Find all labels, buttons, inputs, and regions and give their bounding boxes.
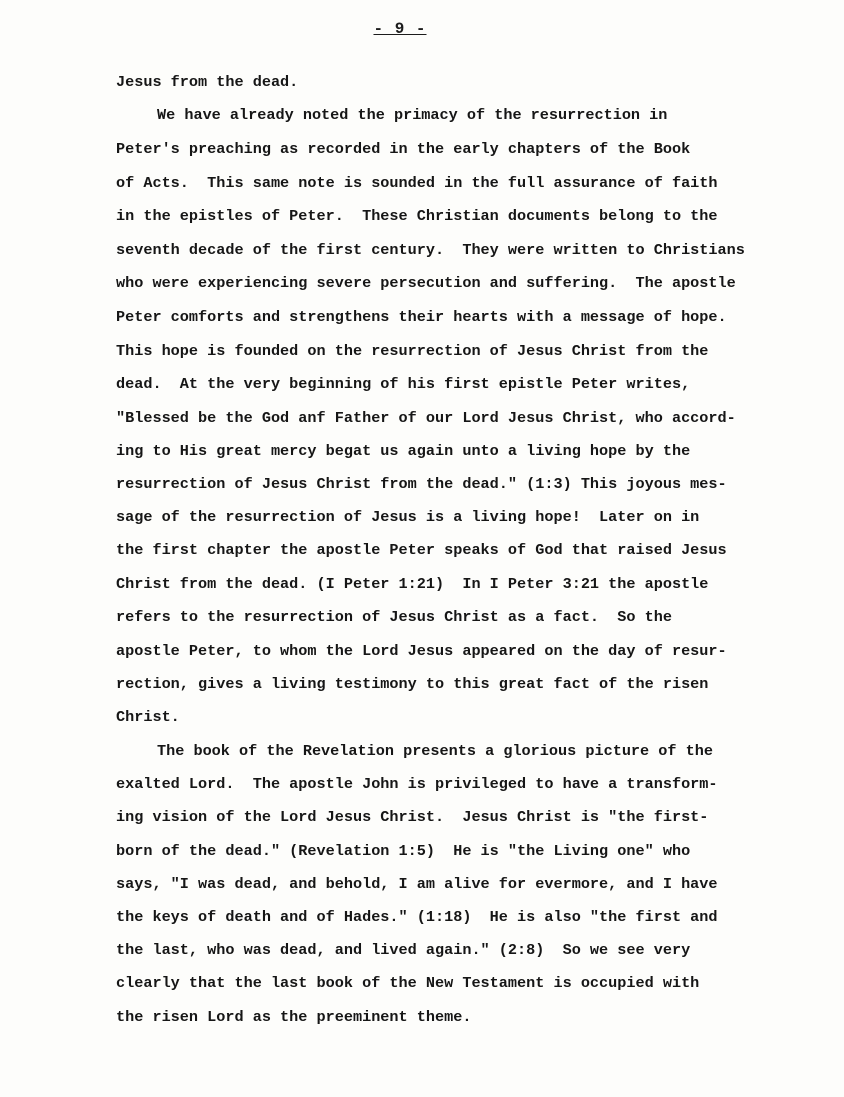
text-line: Christ from the dead. (I Peter 1:21) In I Peter 3:21 the apostle (116, 575, 709, 593)
text-line: sage of the resurrection of Jesus is a living hope! Later on in (116, 508, 700, 526)
text-line: in the epistles of Peter. These Christian documents belong to the (116, 207, 718, 225)
text-line: Jesus from the dead. (116, 73, 299, 91)
text-line: The book of the Revelation presents a glorious picture of the (157, 742, 713, 760)
text-line: who were experiencing severe persecution and suffering. The apostle (116, 274, 736, 292)
text-line: Christ. (116, 708, 180, 726)
text-line: clearly that the last book of the New Testament is occupied with (116, 974, 700, 992)
text-line: ing to His great mercy begat us again unto a living hope by the (116, 442, 691, 460)
text-line: ing vision of the Lord Jesus Christ. Jesus Christ is "the first- (116, 808, 709, 826)
text-line: This hope is founded on the resurrection of Jesus Christ from the (116, 342, 709, 360)
text-line: the first chapter the apostle Peter speaks of God that raised Jesus (116, 541, 727, 559)
text-line: refers to the resurrection of Jesus Christ as a fact. So the (116, 608, 672, 626)
text-line: seventh decade of the first century. They were written to Christians (116, 241, 745, 259)
text-line: We have already noted the primacy of the resurrection in (157, 106, 668, 124)
text-line: says, "I was dead, and behold, I am alive for evermore, and I have (116, 875, 718, 893)
text-line: the keys of death and of Hades." (1:18) He is also "the first and (116, 908, 718, 926)
text-line: of Acts. This same note is sounded in the full assurance of faith (116, 174, 718, 192)
text-line: Peter's preaching as recorded in the early chapters of the Book (116, 140, 691, 158)
text-line: "Blessed be the God anf Father of our Lord Jesus Christ, who accord- (116, 409, 736, 427)
text-line: Peter comforts and strengthens their hearts with a message of hope. (116, 308, 727, 326)
text-line: exalted Lord. The apostle John is privileged to have a transform- (116, 775, 718, 793)
page-number: - 9 - (373, 20, 427, 38)
text-line: resurrection of Jesus Christ from the dead." (1:3) This joyous mes- (116, 475, 727, 493)
text-line: dead. At the very beginning of his first epistle Peter writes, (116, 375, 691, 393)
text-line: the last, who was dead, and lived again." (2:8) So we see very (116, 941, 691, 959)
text-line: rection, gives a living testimony to this great fact of the risen (116, 675, 709, 693)
text-line: born of the dead." (Revelation 1:5) He is "the Living one" who (116, 842, 691, 860)
text-line: apostle Peter, to whom the Lord Jesus appeared on the day of resur- (116, 642, 727, 660)
text-line: the risen Lord as the preeminent theme. (116, 1008, 472, 1026)
